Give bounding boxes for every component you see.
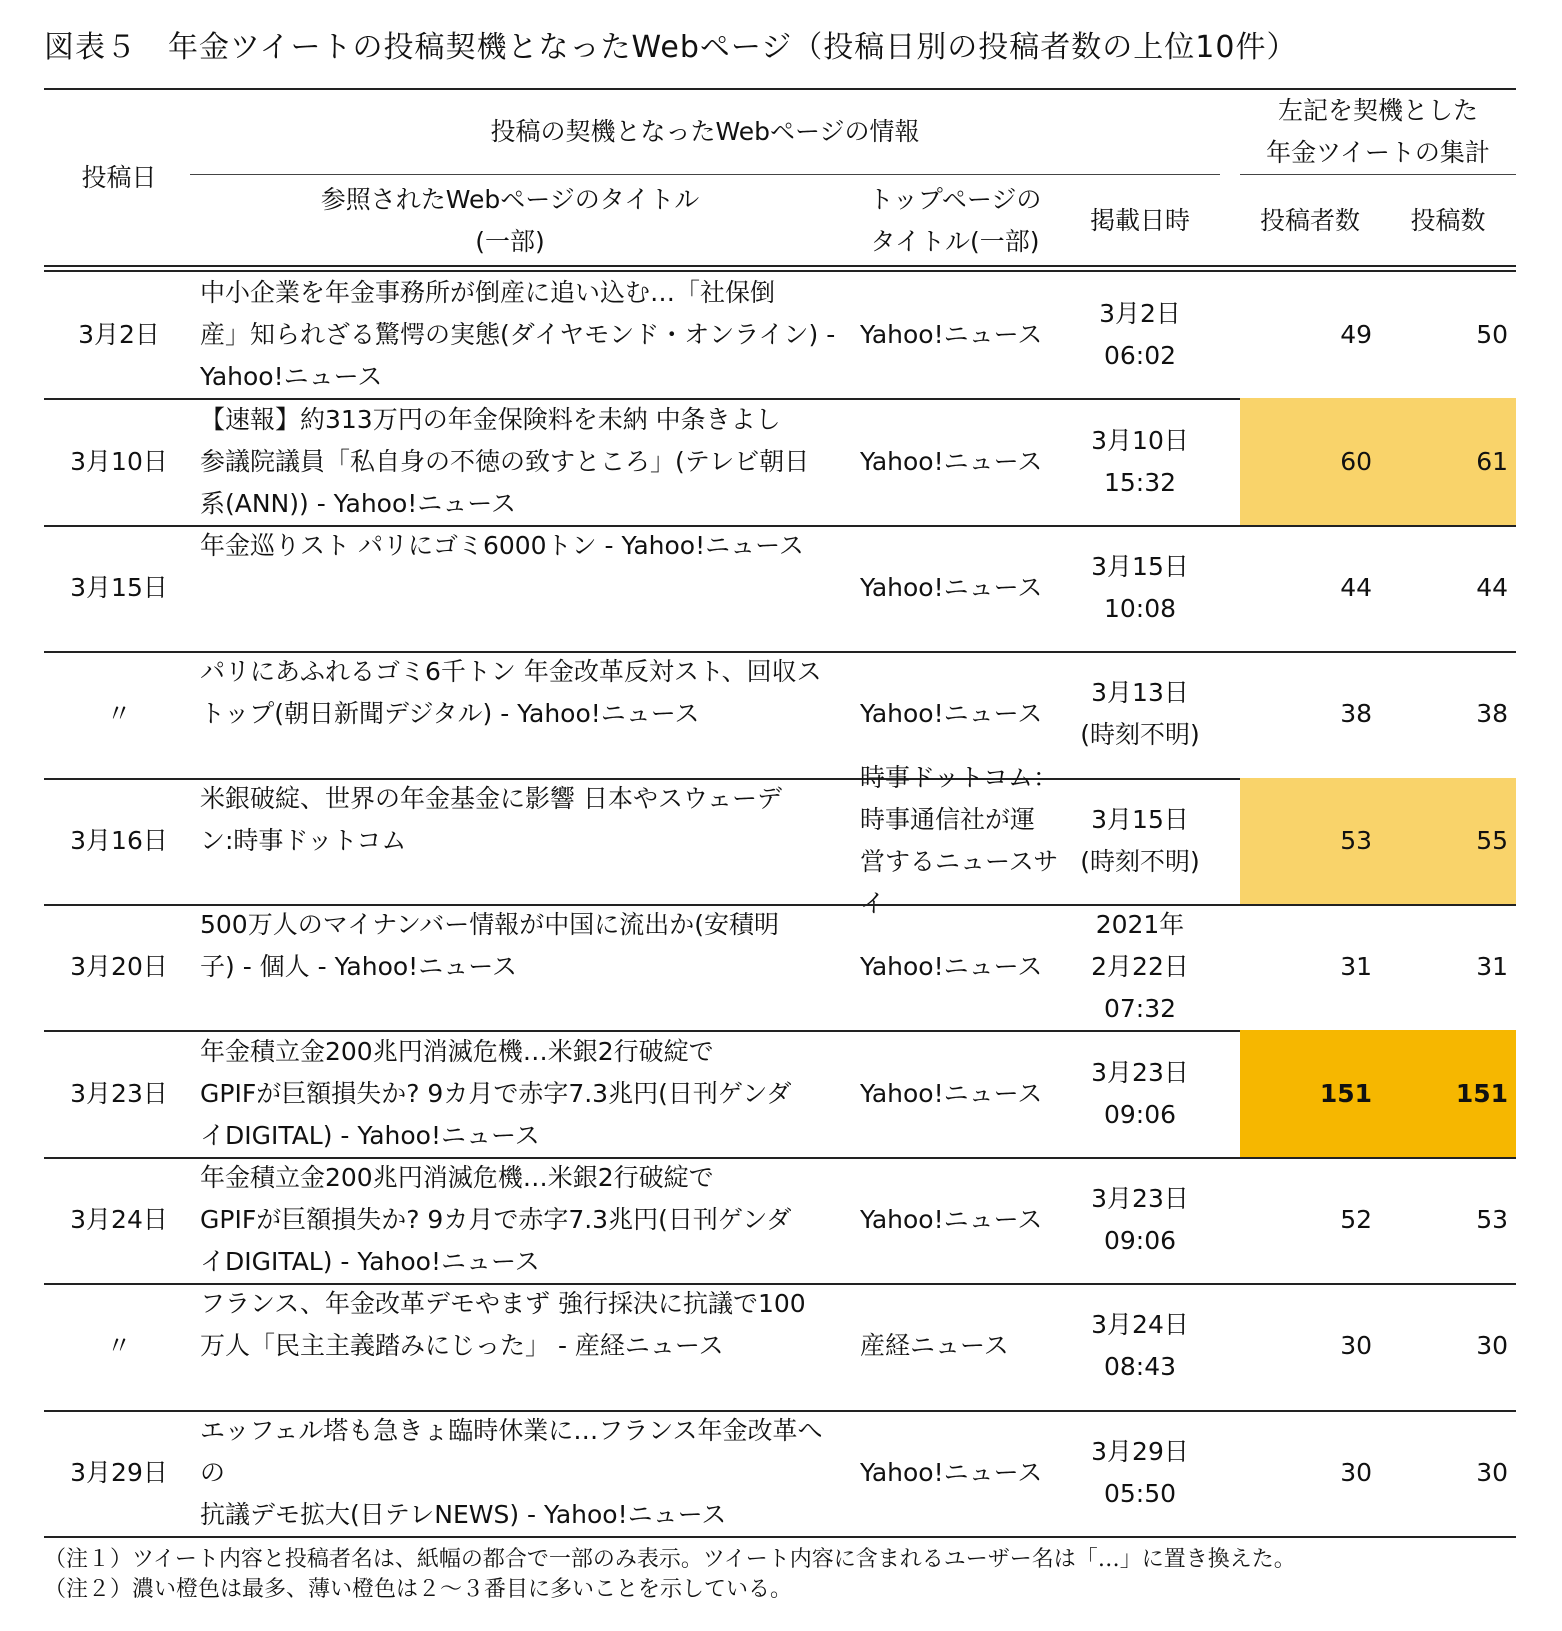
row-top-title [860,272,1060,398]
row-rule [44,1536,1516,1538]
row-page-title [200,272,840,398]
header-page-title-line2: (一部) [475,227,545,256]
row-top-title-line: Yahoo!ニュース [860,699,1043,729]
row-posted-at-line: 3月13日 [1091,678,1189,708]
row-date [44,778,194,904]
row-date-line: 3月23日 [70,1078,168,1108]
row-posted-at [1060,778,1220,904]
row-posted-at-line: 3月23日 [1091,1183,1189,1213]
row-top-title [860,1283,1060,1409]
row-posts-line: 55 [1476,825,1508,855]
row-top-title [860,762,1060,918]
row-posted-at-line: (時刻不明) [1080,720,1200,750]
row-page-title-line: イDIGITAL) - Yahoo!ニュース [200,1246,540,1276]
row-top-title [860,1157,1060,1283]
row-posters-line: 151 [1319,1078,1372,1108]
row-top-title-line: 産経ニュース [860,1331,1009,1361]
header-top-title-line2: タイトル(一部) [870,227,1040,256]
row-posters [1240,1410,1380,1536]
row-posts-line: 44 [1476,572,1508,602]
row-posts-line: 38 [1476,699,1508,729]
row-posters [1240,1030,1380,1156]
row-top-title [860,525,1060,651]
row-posted-at-line: 07:32 [1103,994,1177,1024]
row-posted-at-line: 06:02 [1103,341,1177,371]
row-posters [1240,1283,1380,1409]
row-posted-at [1060,904,1220,1030]
header-top-title-line1: トップページの [868,185,1042,214]
header-date-label: 投稿日 [81,163,157,192]
note-2: （注２）濃い橙色は最多、薄い橙色は２～３番目に多いことを示している。 [44,1577,793,1602]
row-page-title [200,778,840,904]
row-posts [1380,1157,1516,1283]
row-posted-at-line: 3月10日 [1091,425,1189,455]
row-date-line: 〃 [106,699,132,729]
row-posters-line: 44 [1340,572,1372,602]
row-posters-line: 60 [1340,446,1372,476]
row-date [44,525,194,651]
row-date [44,651,194,777]
row-page-title-line: 【速報】約313万円の年金保険料を未納 中条きよし [200,404,781,434]
row-page-title [200,1283,840,1409]
row-page-title-line: 年金積立金200兆円消滅危機…米銀2行破綻で [200,1162,714,1192]
row-date-line: 3月29日 [70,1457,168,1487]
row-page-title-line: エッフェル塔も急きょ臨時休業に…フランス年金改革への [200,1415,823,1487]
row-posted-at [1060,651,1220,777]
row-posts-line: 61 [1476,446,1508,476]
row-posted-at-line: 3月23日 [1091,1057,1189,1087]
row-top-title-line: Yahoo!ニュース [860,446,1043,476]
row-top-title-line: 営するニュースサイ [860,846,1059,918]
header-page-title-line1: 参照されたWebページのタイトル [320,185,700,214]
row-date-line: 3月24日 [70,1204,168,1234]
row-page-title-line: 産」知られざる驚愕の実態(ダイヤモンド・オンライン) - [200,320,836,350]
header-subrule-right [1240,174,1516,175]
row-posts [1380,1283,1516,1409]
row-posted-at-line: 08:43 [1103,1352,1177,1382]
row-posted-at-line: 05:50 [1103,1478,1177,1508]
row-page-title-line: Yahoo!ニュース [200,362,383,392]
row-posts [1380,904,1516,1030]
row-posters [1240,1157,1380,1283]
row-page-title-line: 年金積立金200兆円消滅危機…米銀2行破綻で [200,1036,714,1066]
row-page-title-line: GPIFが巨額損失か? 9カ月で赤字7.3兆円(日刊ゲンダ [200,1078,792,1108]
row-page-title-line: 500万人のマイナンバー情報が中国に流出か(安積明 [200,910,779,939]
figure-title: 図表５ 年金ツイートの投稿契機となったWebページ（投稿日別の投稿者数の上位10件） [44,30,1298,65]
row-page-title-line: 万人「民主主義踏みにじった」 - 産経ニュース [200,1331,724,1361]
header-posts [1380,176,1516,266]
row-posted-at-line: 3月24日 [1091,1310,1189,1340]
header-aggregate-line1: 左記を契機とした [1277,96,1478,125]
row-posted-at-line: 09:06 [1103,1099,1177,1129]
row-posts-line: 30 [1476,1457,1508,1487]
row-posted-at [1060,1030,1220,1156]
row-posted-at [1060,1283,1220,1409]
row-top-title-line: Yahoo!ニュース [860,1204,1043,1234]
row-date [44,1030,194,1156]
row-page-title [200,1157,840,1283]
row-posters [1240,525,1380,651]
header-top-title [860,176,1050,266]
row-posters [1240,651,1380,777]
row-date-line: 3月15日 [70,572,168,602]
row-posted-at-line: (時刻不明) [1080,846,1200,876]
row-date-line: 3月20日 [70,952,168,982]
row-top-title-line: Yahoo!ニュース [860,952,1043,982]
row-posted-at-line: 2021年 [1095,910,1185,940]
row-posted-at-line: 09:06 [1103,1225,1177,1255]
header-posted-at-label: 掲載日時 [1089,206,1190,235]
row-posted-at [1060,525,1220,651]
row-posts [1380,778,1516,904]
row-posters-line: 52 [1340,1204,1372,1234]
header-subrule-left [190,174,1220,175]
row-page-title-line: 米銀破綻、世界の年金基金に影響 日本やスウェーデ [200,783,782,813]
header-posters [1240,176,1380,266]
row-top-title-line: 時事ドットコム： [860,762,1059,792]
row-posters-line: 53 [1340,825,1372,855]
row-posts [1380,525,1516,651]
row-page-title [200,398,840,524]
row-posted-at [1060,1410,1220,1536]
header-posted-at [1060,176,1220,266]
row-posted-at [1060,272,1220,398]
header-posters-label: 投稿者数 [1259,206,1360,235]
row-page-title-line: 子) - 個人 - Yahoo!ニュース [200,952,517,981]
row-page-title-line: イDIGITAL) - Yahoo!ニュース [200,1120,540,1150]
row-posts [1380,651,1516,777]
row-posted-at-line: 3月15日 [1091,551,1189,581]
row-posted-at-line: 3月2日 [1099,299,1181,329]
row-page-title-line: フランス、年金改革デモやまず 強行採決に抗議で100 [200,1289,806,1319]
row-page-title-line: GPIFが巨額損失か? 9カ月で赤字7.3兆円(日刊ゲンダ [200,1204,792,1234]
row-posts-line: 31 [1476,952,1508,982]
row-posters-line: 31 [1340,952,1372,982]
row-page-title [200,1030,840,1156]
header-aggregate-line2: 年金ツイートの集計 [1266,138,1490,167]
row-posts-line: 53 [1476,1204,1508,1234]
row-posts [1380,398,1516,524]
row-top-title-line: Yahoo!ニュース [860,572,1043,602]
row-top-title-line: Yahoo!ニュース [860,320,1043,350]
row-date [44,1283,194,1409]
note-1: （注１）ツイート内容と投稿者名は、紙幅の都合で一部のみ表示。ツイート内容に含まれるユーザー名は「…」に置き換えた。 [44,1547,1296,1572]
row-posted-at-line: 3月15日 [1091,804,1189,834]
row-posted-at-line: 2月22日 [1091,952,1189,982]
row-posters-line: 38 [1340,699,1372,729]
row-date [44,904,194,1030]
row-posted-at-line: 3月29日 [1091,1436,1189,1466]
header-page-title [190,176,830,266]
row-page-title [200,1410,840,1536]
row-posted-at [1060,1157,1220,1283]
row-posted-at-line: 10:08 [1103,593,1177,623]
row-page-title-line: パリにあふれるゴミ6千トン 年金改革反対スト、回収ス [200,657,822,687]
row-posted-at [1060,398,1220,524]
row-page-title-line: 系(ANN)) - Yahoo!ニュース [200,488,517,518]
row-page-title [200,525,840,651]
row-posts [1380,1410,1516,1536]
row-posts-line: 30 [1476,1331,1508,1361]
row-date [44,1410,194,1536]
row-posters-line: 30 [1340,1331,1372,1361]
row-posts-line: 151 [1455,1078,1508,1108]
row-top-title [860,1030,1060,1156]
row-page-title-line: 抗議デモ拡大(日テレNEWS) - Yahoo!ニュース [200,1499,727,1529]
row-top-title [860,398,1060,524]
header-webinfo [190,90,1220,174]
row-page-title-line: トップ(朝日新聞デジタル) - Yahoo!ニュース [200,699,700,729]
row-page-title-line: ン:時事ドットコム [200,825,407,855]
row-top-title-line: Yahoo!ニュース [860,1457,1043,1487]
header-posts-label: 投稿数 [1410,206,1486,235]
row-date [44,272,194,398]
row-date-line: 3月10日 [70,446,168,476]
header-webinfo-label: 投稿の契機となったWebページの情報 [490,117,920,146]
row-posts-line: 50 [1476,320,1508,350]
row-posters-line: 30 [1340,1457,1372,1487]
row-posters-line: 49 [1340,320,1372,350]
header-aggregate [1240,90,1516,174]
row-top-title-line: Yahoo!ニュース [860,1078,1043,1108]
row-date-line: 3月16日 [70,825,168,855]
row-page-title-line: 中小企業を年金事務所が倒産に追い込む…「社保倒 [200,278,776,308]
row-posters [1240,904,1380,1030]
row-date-line: 〃 [106,1331,132,1361]
row-date-line: 3月2日 [78,320,160,350]
row-posters [1240,398,1380,524]
row-posts [1380,1030,1516,1156]
row-page-title [200,651,840,777]
row-posted-at-line: 15:32 [1103,467,1177,497]
row-top-title [860,904,1060,1030]
header-date [44,90,194,266]
row-top-title [860,1410,1060,1536]
row-top-title-line: 時事通信社が運 [860,804,1036,834]
row-posts [1380,272,1516,398]
row-date [44,398,194,524]
row-page-title-line: 年金巡りスト パリにゴミ6000トン - Yahoo!ニュース [200,530,804,560]
row-posters [1240,272,1380,398]
row-page-title [200,904,840,1030]
row-page-title-line: 参議院議員「私自身の不徳の致すところ」(テレビ朝日 [200,446,810,476]
table-notes [44,1545,1296,1605]
row-posters [1240,778,1380,904]
row-date [44,1157,194,1283]
